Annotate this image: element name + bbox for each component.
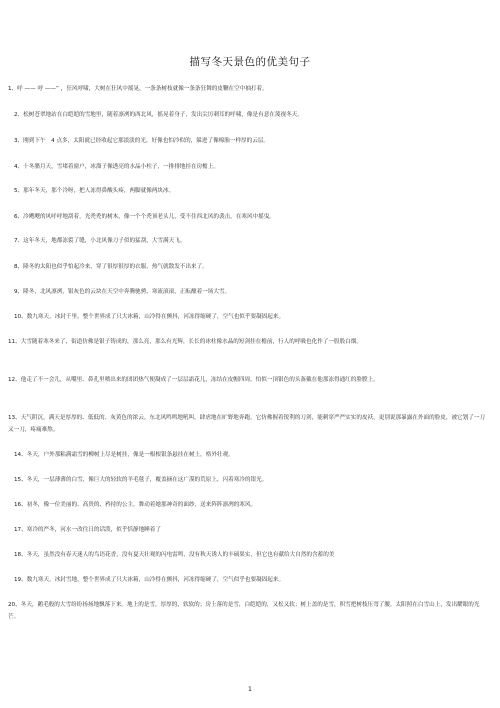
item-number: 4、 xyxy=(14,164,24,170)
list-item xyxy=(14,311,490,323)
item-text: 冷飕飕的风呼呼地刮着，光秃秃的树木，像一个个秃顶老头儿，受不住西北风的袭击，在寒风中摇曳。 xyxy=(23,214,275,220)
item-number: 13、 xyxy=(8,415,21,421)
item-number: 20、 xyxy=(8,602,21,608)
item-number: 9、 xyxy=(14,289,24,295)
item-text: 寒冷的严冬，河水一改往日的话泼，似乎恬静地睡着了 xyxy=(26,527,161,533)
item-text: 他走了不一会儿，从嘴里、鼻孔里喷出来的团团热气便凝成了一层层霜花儿，冻结在皮帽四周，怕似一顶银色的头盔戴在他那冻得通红的脸膛上。 xyxy=(20,377,379,383)
list-item xyxy=(8,599,490,623)
item-text: 冬天，一层薄薄的白雪，像巨大的轻软的羊毛毯子，覆盖摘在这广漠的荒原上，闪着寒冷的银光。 xyxy=(26,477,268,483)
item-text: 初冬，像一位美丽的、高贵的、矜持的公主，舞动着她那神奇的面纱，送来阵阵凛冽的寒风。 xyxy=(26,502,257,508)
item-number: 19、 xyxy=(14,577,27,583)
item-number: 15、 xyxy=(14,477,27,483)
item-text: 大雪随着寒冬来了，街道仿佛是银子铸成的，那么亮，那么有光辉，长长的冰柱像水晶的短剑挂在檐前，行人的呼吸也化作了一股股白烟。 xyxy=(20,339,362,345)
item-text: 数九寒天，冰封雪地，整个世界成了只大冰箱，山冷得在颤抖，河冻得缩硬了，空气似乎也要凝固起来。 xyxy=(26,577,285,583)
list-item xyxy=(14,161,490,173)
item-text: 冬天，虽然没有春天迷人的鸟语花香，没有夏天壮观的闪电雷鸣，没有秋天诱人的丰硕果实，但它也有献给大自然的含蓄的美 xyxy=(26,552,335,558)
item-number: 16、 xyxy=(14,502,27,508)
item-number: 10、 xyxy=(14,314,27,320)
item-number: 1、 xyxy=(8,86,18,92)
item-text: 呼 —— 呼 ——” ，狂风呼啸，大树在狂风中摇晃，一条条树枝就像一条条狂舞的皮鞭在空中抽打着。 xyxy=(17,86,268,92)
item-number: 8、 xyxy=(14,264,24,270)
item-number: 18、 xyxy=(14,552,27,558)
page-number: 1 xyxy=(247,685,253,693)
list-item xyxy=(14,135,490,147)
list-item xyxy=(8,83,490,95)
list-item xyxy=(14,449,490,461)
list-item xyxy=(8,374,490,386)
list-item xyxy=(14,524,490,536)
item-text: 天气阴沉，满天是厚厚的、低低的、灰黄色的浓云。东北风鸣鸣地吼叫，肆虐地在旷野地奔跑，它仿佛握着锐利的刀剑，能刺穿严严实实的皮袄，更别说那暴露在外面的脸皮，被它划了一刀又一刀，疼痛难熬。 xyxy=(8,415,486,433)
item-text: 隆冬的太阳也似乎怕起冷来，穿了很厚很厚的衣服，热气就散发不出来了。 xyxy=(23,264,208,270)
list-item xyxy=(14,286,490,298)
item-text: 数九寒天，冰封千里，整个世界成了只大冰箱，山冷得在颤抖，河冻得缩硬了，空气也似乎要凝固起来。 xyxy=(26,314,285,320)
item-number: 14、 xyxy=(14,452,27,458)
item-number: 7、 xyxy=(14,238,24,244)
item-number: 2、 xyxy=(14,112,24,118)
item-text: 冬天，户外那粘满霜雪的柳树上尽是树挂，像是一根根银条悬挂在树上，格外壮观。 xyxy=(26,452,234,458)
item-number: 3、 xyxy=(14,138,24,144)
item-number: 6、 xyxy=(14,214,24,220)
list-item xyxy=(14,211,490,223)
list-item xyxy=(8,412,490,436)
item-text: 刚到下午 4 点多，太阳就已经收起它那淡淡的光，好像也怕冷似的，躲进了像棉胎一样厚的云层。 xyxy=(23,138,270,144)
item-number: 5、 xyxy=(14,188,24,194)
list-item xyxy=(14,549,490,561)
list-item xyxy=(14,474,490,486)
item-text: 冬天，鹅毛般的大雪纷纷扬扬地飘落下来。地上的是雪，厚厚的，软软的；房上落的是雪，白皑皑的，又松又软；树上盖的是雪，积雪把树枝压弯了腰。太阳照在白雪山上，发出耀眼的光芒。 xyxy=(8,602,480,620)
list-item xyxy=(14,235,490,247)
item-number: 12、 xyxy=(8,377,21,383)
list-item xyxy=(14,261,490,273)
list-item xyxy=(14,109,490,121)
item-text: 那年冬天，那个冷呀，把人冻得鼻酸头疼，两脚就像两块冰。 xyxy=(23,188,175,194)
item-text: 松树苍翠地站在白皑皑的雪地里，随着凛冽的西北风，摇晃着身子，发出尖厉刺耳的呼啸，像是有意在蔑视冬天。 xyxy=(23,112,303,118)
item-text: 这年冬天，地都冻裂了缝，小北风像刀子似的猛刮，大雪满天飞。 xyxy=(23,238,186,244)
item-text: 隆冬，北风凛冽，银灰色的云块在天空中奔腾驰骋，寒流滚滚，正酝酿着一场大雪。 xyxy=(23,289,231,295)
list-item xyxy=(14,185,490,197)
item-number: 11、 xyxy=(8,339,21,345)
list-item xyxy=(14,499,490,511)
document-title: 描写冬天景色的优美句子 xyxy=(189,56,311,68)
item-text: 十冬腊月天，雪堵着窗户，冰溜子像透亮的水晶小柱子，一排排地挂在房檐上。 xyxy=(23,164,219,170)
item-number: 17、 xyxy=(14,527,27,533)
list-item xyxy=(8,336,490,348)
list-item xyxy=(14,574,490,586)
